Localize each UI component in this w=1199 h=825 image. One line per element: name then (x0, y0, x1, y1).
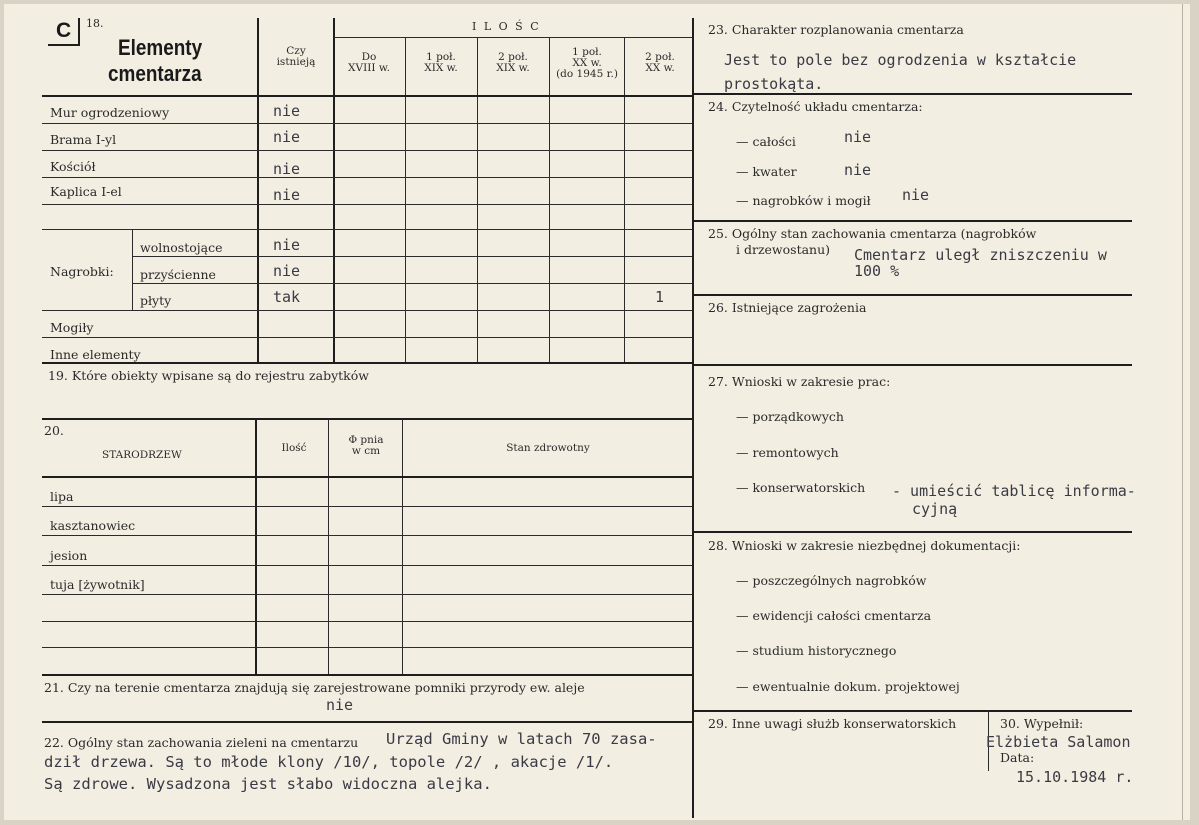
q25-answer-line1: Cmentarz uległ zniszczeniu w (854, 246, 1107, 264)
q28-item: — ewidencji całości cmentarza (736, 608, 932, 623)
q24-item-label: — nagrobków i mogił (736, 193, 871, 208)
element-value: nie (273, 186, 301, 204)
section-title-line2: cmentarza (108, 61, 202, 86)
starodrzew-col-stan: Stan zdrowotny (506, 442, 590, 454)
col-exists-header: Czy istnieją (276, 45, 316, 68)
grid-line (42, 418, 692, 420)
q27-answer-line1: - umieścić tablicę informa- (892, 482, 1136, 500)
period-header-4: 1 poł. XX w. (do 1945 r.) (556, 46, 618, 80)
period-header-1: Do XVIII w. (348, 51, 390, 74)
q27-answer-line2: cyjną (912, 500, 958, 518)
q29-label: 29. Inne uwagi służb konserwatorskich (708, 716, 957, 731)
q19-label: 19. Które obiekty wpisane są do rejestru zabytków (48, 368, 369, 383)
q22-label: 22. Ogólny stan zachowania zieleni na cmentarzu (44, 735, 359, 750)
card-right-edge (1182, 4, 1183, 820)
q20-number: 20. (44, 423, 64, 438)
q28-label: 28. Wnioski w zakresie niezbędnej dokumentacji: (708, 538, 1021, 553)
q23-label: 23. Charakter rozplanowania cmentarza (708, 22, 964, 37)
q30-date-label: Data: (1000, 750, 1035, 765)
ilosc-header: I L O Ś C (472, 20, 541, 33)
grid-line (334, 37, 692, 38)
q23-answer-line1: Jest to pole bez ogrodzenia w kształcie (724, 51, 1077, 69)
q30-date: 15.10.1984 r. (1016, 768, 1134, 786)
grid-line (405, 38, 406, 362)
period-header-3: 2 poł. XIX w. (496, 51, 530, 74)
q24-item-value: nie (902, 186, 930, 204)
grid-line (42, 594, 692, 595)
q21-answer: nie (326, 696, 354, 714)
grid-line (42, 229, 692, 230)
mogily-label: Mogiły (50, 320, 94, 335)
grid-line (42, 565, 692, 566)
grid-line (42, 621, 692, 622)
element-label: Kościół (50, 159, 96, 174)
nagrobki-row-label: przyścienne (140, 267, 216, 282)
nagrobki-row-label: wolnostojące (140, 240, 223, 255)
starodrzew-col-ilosc: Ilość (281, 442, 307, 454)
section-number: 18. (86, 17, 104, 30)
grid-line (42, 476, 692, 478)
grid-line (132, 256, 692, 257)
grid-line (42, 647, 692, 648)
cemetery-record-card (4, 4, 1190, 820)
q22-answer-line2: dził drzewa. Są to młode klony /10/, topole /2/ , akacje /1/. (44, 753, 614, 771)
starodrzew-col-pien: Φ pnia w cm (348, 434, 384, 457)
nagrobki-row-value: nie (273, 262, 301, 280)
q24-item-value: nie (844, 128, 872, 146)
center-divider (692, 18, 694, 818)
grid-line (693, 531, 1132, 533)
q27-item: — konserwatorskich (736, 480, 866, 495)
q24-label: 24. Czytelność układu cmentarza: (708, 99, 923, 114)
q28-item: — ewentualnie dokum. projektowej (736, 679, 960, 694)
grid-line (42, 337, 692, 338)
q25-label-line2: i drzewostanu) (736, 242, 831, 257)
element-value: nie (273, 102, 301, 120)
period-header-2: 1 poł. XIX w. (424, 51, 458, 74)
nagrobki-label: Nagrobki: (50, 264, 114, 279)
element-label: Mur ogrodzeniowy (50, 105, 170, 120)
nagrobki-row-value: nie (273, 236, 301, 254)
grid-line (42, 721, 692, 723)
q22-answer-line1: Urząd Gminy w latach 70 zasa- (386, 730, 657, 748)
grid-line (42, 177, 692, 178)
q28-item: — studium historycznego (736, 643, 897, 658)
tree-label: jesion (50, 548, 88, 563)
q30-name: Elżbieta Salamon (986, 733, 1131, 751)
grid-line (132, 283, 692, 284)
element-label: Kaplica I-el (50, 184, 122, 199)
tree-label: lipa (50, 489, 74, 504)
grid-line (42, 362, 692, 364)
section-letter-box (48, 18, 80, 46)
grid-line (42, 204, 692, 205)
q27-label: 27. Wnioski w zakresie prac: (708, 374, 891, 389)
q27-item: — porządkowych (736, 409, 844, 424)
starodrzew-title: STARODRZEW (102, 449, 182, 461)
period-header-5: 2 poł. XX w. (645, 51, 675, 74)
q24-item-label: — całości (736, 134, 796, 149)
grid-line (42, 310, 692, 311)
element-label: Brama I-yl (50, 132, 117, 147)
q28-item: — poszczególnych nagrobków (736, 573, 927, 588)
q30-label: 30. Wypełnił: (1000, 716, 1084, 731)
grid-line (42, 674, 692, 676)
q24-item-label: — kwater (736, 164, 797, 179)
grid-line (477, 38, 478, 362)
grid-line (693, 93, 1132, 95)
q23-answer-line2: prostokąta. (724, 75, 824, 93)
grid-line (42, 150, 692, 151)
tree-label: kasztanowiec (50, 518, 136, 533)
q25-label-line1: 25. Ogólny stan zachowania cmentarza (nagrobków (708, 226, 1037, 241)
grid-line (693, 294, 1132, 296)
section-title-line1: Elementy (118, 35, 203, 60)
grid-line (693, 220, 1132, 222)
element-value: nie (273, 128, 301, 146)
grid-line (624, 38, 625, 362)
grid-line (328, 419, 329, 675)
tree-label: tuja [żywotnik] (50, 577, 145, 592)
q25-answer-line2: 100 % (854, 262, 900, 280)
grid-line (132, 230, 133, 310)
grid-line (255, 419, 257, 675)
q24-item-value: nie (844, 161, 872, 179)
nagrobki-row-value: tak (273, 288, 301, 306)
nagrobki-row-label: płyty (140, 293, 172, 308)
inne-elementy-label: Inne elementy (50, 347, 141, 362)
grid-line (42, 123, 692, 124)
grid-line (693, 710, 1132, 712)
section-letter: C (56, 19, 72, 42)
grid-line (42, 535, 692, 536)
q27-item: — remontowych (736, 445, 839, 460)
grid-line (42, 95, 692, 97)
element-value: nie (273, 160, 301, 178)
grid-line (402, 419, 403, 675)
q26-label: 26. Istniejące zagrożenia (708, 300, 867, 315)
grid-line (42, 506, 692, 507)
grid-line (693, 364, 1132, 366)
nagrobki-plyty-count: 1 (655, 288, 665, 306)
q21-label: 21. Czy na terenie cmentarza znajdują się zarejestrowane pomniki przyrody ew. aleje (44, 680, 585, 695)
q22-answer-line3: Są zdrowe. Wysadzona jest słabo widoczna alejka. (44, 775, 492, 793)
grid-line (549, 38, 550, 362)
